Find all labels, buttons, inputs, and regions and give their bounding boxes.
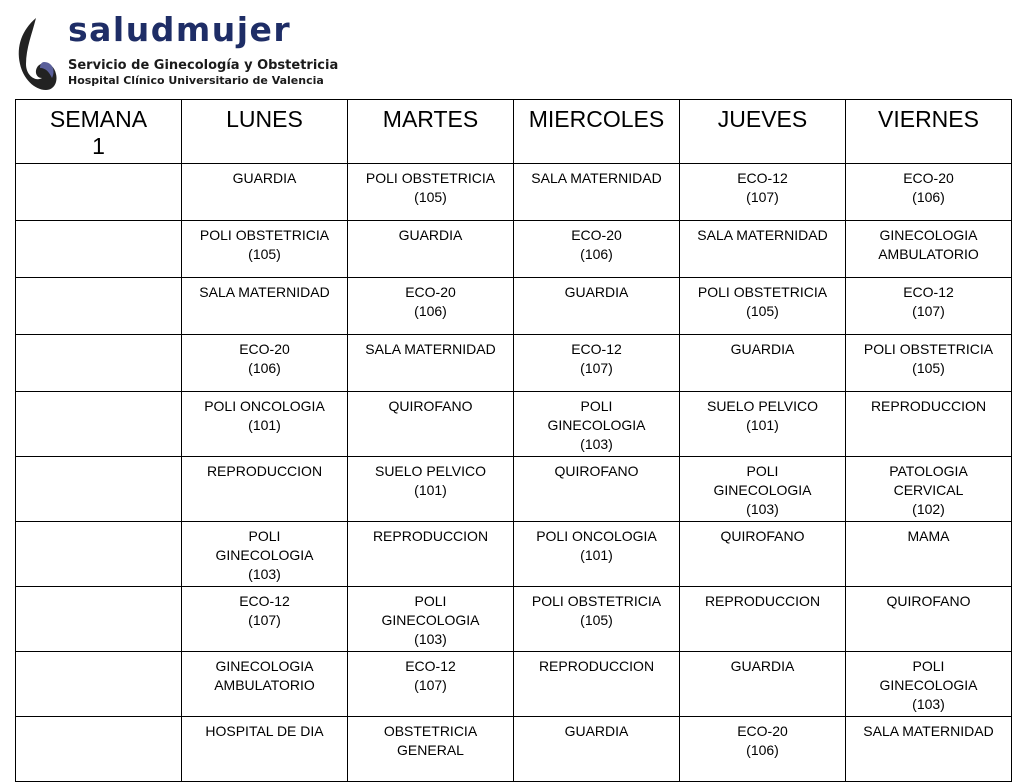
cell-text: (103) (580, 436, 613, 452)
cell-monday (182, 652, 348, 717)
cell-text: OBSTETRICIA (383, 723, 478, 739)
table-row (16, 392, 1012, 457)
cell-monday (182, 335, 348, 392)
cell-friday (846, 717, 1012, 782)
cell-text: POLI OBSTETRICIA (697, 284, 828, 300)
cell-text: REPRODUCCION (206, 463, 323, 479)
cell-text: (107) (912, 303, 945, 319)
cell-tuesday (348, 717, 514, 782)
cell-text: (107) (580, 360, 613, 376)
cell-text: SALA MATERNIDAD (697, 227, 828, 243)
cell-thursday (680, 587, 846, 652)
cell-text: GINECOLOGIA (547, 417, 646, 433)
cell-text: SALA MATERNIDAD (199, 284, 330, 300)
cell-text: GENERAL (397, 742, 464, 758)
cell-text: (102) (912, 501, 945, 517)
week-cell (16, 587, 182, 652)
cell-text: CERVICAL (893, 482, 964, 498)
cell-monday (182, 278, 348, 335)
cell-text: (103) (414, 631, 447, 647)
cell-monday (182, 717, 348, 782)
cell-text: MAMA (907, 528, 950, 544)
cell-thursday (680, 164, 846, 221)
header-friday: VIERNES (846, 100, 1012, 164)
cell-text: GINECOLOGIA (713, 482, 812, 498)
cell-text: QUIROFANO (388, 398, 473, 414)
cell-text: ECO-12 (571, 341, 622, 357)
cell-wednesday (514, 717, 680, 782)
cell-text: POLI (912, 658, 945, 674)
cell-text: REPRODUCCION (704, 593, 821, 609)
cell-wednesday (514, 587, 680, 652)
cell-text: (101) (414, 482, 447, 498)
cell-text: POLI OBSTETRICIA (863, 341, 994, 357)
cell-text: REPRODUCCION (538, 658, 655, 674)
cell-text: GUARDIA (730, 341, 795, 357)
week-cell (16, 717, 182, 782)
cell-friday (846, 164, 1012, 221)
header-tuesday: MARTES (348, 100, 514, 164)
cell-wednesday (514, 392, 680, 457)
cell-text: POLI (746, 463, 779, 479)
cell-monday (182, 457, 348, 522)
cell-text: REPRODUCCION (870, 398, 987, 414)
cell-friday (846, 522, 1012, 587)
header-monday: LUNES (182, 100, 348, 164)
table-row (16, 457, 1012, 522)
cell-text: POLI (248, 528, 281, 544)
cell-text: (105) (746, 303, 779, 319)
cell-text: AMBULATORIO (214, 677, 315, 693)
cell-text: ECO-20 (405, 284, 456, 300)
cell-text: ECO-20 (903, 170, 954, 186)
cell-text: QUIROFANO (554, 463, 639, 479)
saludmujer-logo-icon (14, 16, 58, 92)
cell-friday (846, 335, 1012, 392)
cell-friday (846, 221, 1012, 278)
cell-text: (107) (414, 677, 447, 693)
cell-text: SUELO PELVICO (374, 463, 486, 479)
table-row (16, 587, 1012, 652)
cell-text: REPRODUCCION (372, 528, 489, 544)
cell-text: HOSPITAL DE DIA (205, 723, 324, 739)
cell-friday (846, 457, 1012, 522)
cell-tuesday (348, 522, 514, 587)
cell-text: SALA MATERNIDAD (365, 341, 496, 357)
week-cell (16, 522, 182, 587)
cell-monday (182, 392, 348, 457)
cell-thursday (680, 278, 846, 335)
cell-wednesday (514, 164, 680, 221)
brand-name: saludmujer (68, 10, 292, 49)
cell-text: (106) (580, 246, 613, 262)
cell-text: POLI ONCOLOGIA (536, 528, 657, 544)
week-cell (16, 164, 182, 221)
cell-tuesday (348, 221, 514, 278)
cell-friday (846, 278, 1012, 335)
cell-text: POLI (580, 398, 613, 414)
cell-text: POLI OBSTETRICIA (365, 170, 496, 186)
cell-text: QUIROFANO (720, 528, 805, 544)
week-cell (16, 278, 182, 335)
week-cell (16, 392, 182, 457)
table-row (16, 221, 1012, 278)
cell-monday (182, 164, 348, 221)
week-cell (16, 335, 182, 392)
cell-text: (103) (912, 696, 945, 712)
table-row (16, 164, 1012, 221)
cell-wednesday (514, 457, 680, 522)
cell-text: GUARDIA (564, 284, 629, 300)
cell-thursday (680, 392, 846, 457)
cell-wednesday (514, 221, 680, 278)
cell-monday (182, 221, 348, 278)
cell-text: SALA MATERNIDAD (531, 170, 662, 186)
cell-tuesday (348, 278, 514, 335)
cell-thursday (680, 717, 846, 782)
cell-text: ECO-20 (571, 227, 622, 243)
cell-text: (106) (414, 303, 447, 319)
cell-thursday (680, 221, 846, 278)
cell-text: GUARDIA (398, 227, 463, 243)
cell-text: POLI OBSTETRICIA (199, 227, 330, 243)
cell-text: GINECOLOGIA (381, 612, 480, 628)
cell-text: GUARDIA (232, 170, 297, 186)
cell-text: POLI OBSTETRICIA (531, 593, 662, 609)
cell-text: (105) (580, 612, 613, 628)
cell-tuesday (348, 335, 514, 392)
cell-thursday (680, 652, 846, 717)
cell-monday (182, 587, 348, 652)
header-week-label: SEMANA (49, 106, 148, 132)
cell-text: GUARDIA (730, 658, 795, 674)
cell-text: (105) (414, 189, 447, 205)
cell-text: (103) (746, 501, 779, 517)
cell-tuesday (348, 164, 514, 221)
header-wednesday: MIERCOLES (514, 100, 680, 164)
cell-friday (846, 587, 1012, 652)
week-cell (16, 652, 182, 717)
cell-text: GINECOLOGIA (215, 658, 314, 674)
cell-tuesday (348, 587, 514, 652)
cell-text: (105) (912, 360, 945, 376)
cell-text: PATOLOGIA (889, 463, 968, 479)
cell-text: (106) (912, 189, 945, 205)
cell-text: (107) (248, 612, 281, 628)
cell-text: (101) (248, 417, 281, 433)
cell-text: ECO-12 (239, 593, 290, 609)
brand-hospital-line: Hospital Clínico Universitario de Valencia (68, 74, 324, 87)
cell-text: (105) (248, 246, 281, 262)
cell-tuesday (348, 457, 514, 522)
cell-text: POLI (414, 593, 447, 609)
header-week-number: 1 (92, 133, 105, 159)
site-header (12, 10, 339, 94)
cell-wednesday (514, 335, 680, 392)
cell-thursday (680, 522, 846, 587)
weekly-schedule-table (15, 99, 1012, 782)
cell-text: ECO-20 (239, 341, 290, 357)
cell-wednesday (514, 278, 680, 335)
cell-thursday (680, 457, 846, 522)
cell-monday (182, 522, 348, 587)
cell-text: GINECOLOGIA (215, 547, 314, 563)
cell-text: ECO-12 (405, 658, 456, 674)
cell-text: (101) (580, 547, 613, 563)
cell-text: SUELO PELVICO (706, 398, 818, 414)
cell-tuesday (348, 392, 514, 457)
cell-thursday (680, 335, 846, 392)
cell-text: AMBULATORIO (878, 246, 979, 262)
cell-text: (106) (248, 360, 281, 376)
table-row (16, 717, 1012, 782)
brand-service-line: Servicio de Ginecología y Obstetricia (68, 58, 339, 73)
header-thursday: JUEVES (680, 100, 846, 164)
cell-text: QUIROFANO (886, 593, 971, 609)
cell-text: (106) (746, 742, 779, 758)
table-row (16, 522, 1012, 587)
cell-text: GINECOLOGIA (879, 227, 978, 243)
cell-text: (103) (248, 566, 281, 582)
cell-text: ECO-20 (737, 723, 788, 739)
cell-text: GINECOLOGIA (879, 677, 978, 693)
week-cell (16, 457, 182, 522)
table-row (16, 652, 1012, 717)
cell-friday (846, 652, 1012, 717)
cell-text: GUARDIA (564, 723, 629, 739)
week-cell (16, 221, 182, 278)
cell-text: (101) (746, 417, 779, 433)
cell-wednesday (514, 652, 680, 717)
table-row (16, 335, 1012, 392)
cell-tuesday (348, 652, 514, 717)
cell-text: POLI ONCOLOGIA (204, 398, 325, 414)
schedule-body (16, 164, 1012, 782)
cell-text: SALA MATERNIDAD (863, 723, 994, 739)
cell-text: ECO-12 (737, 170, 788, 186)
header-week (16, 100, 182, 164)
cell-friday (846, 392, 1012, 457)
cell-text: (107) (746, 189, 779, 205)
cell-wednesday (514, 522, 680, 587)
table-row (16, 278, 1012, 335)
header-row (16, 100, 1012, 164)
cell-text: ECO-12 (903, 284, 954, 300)
